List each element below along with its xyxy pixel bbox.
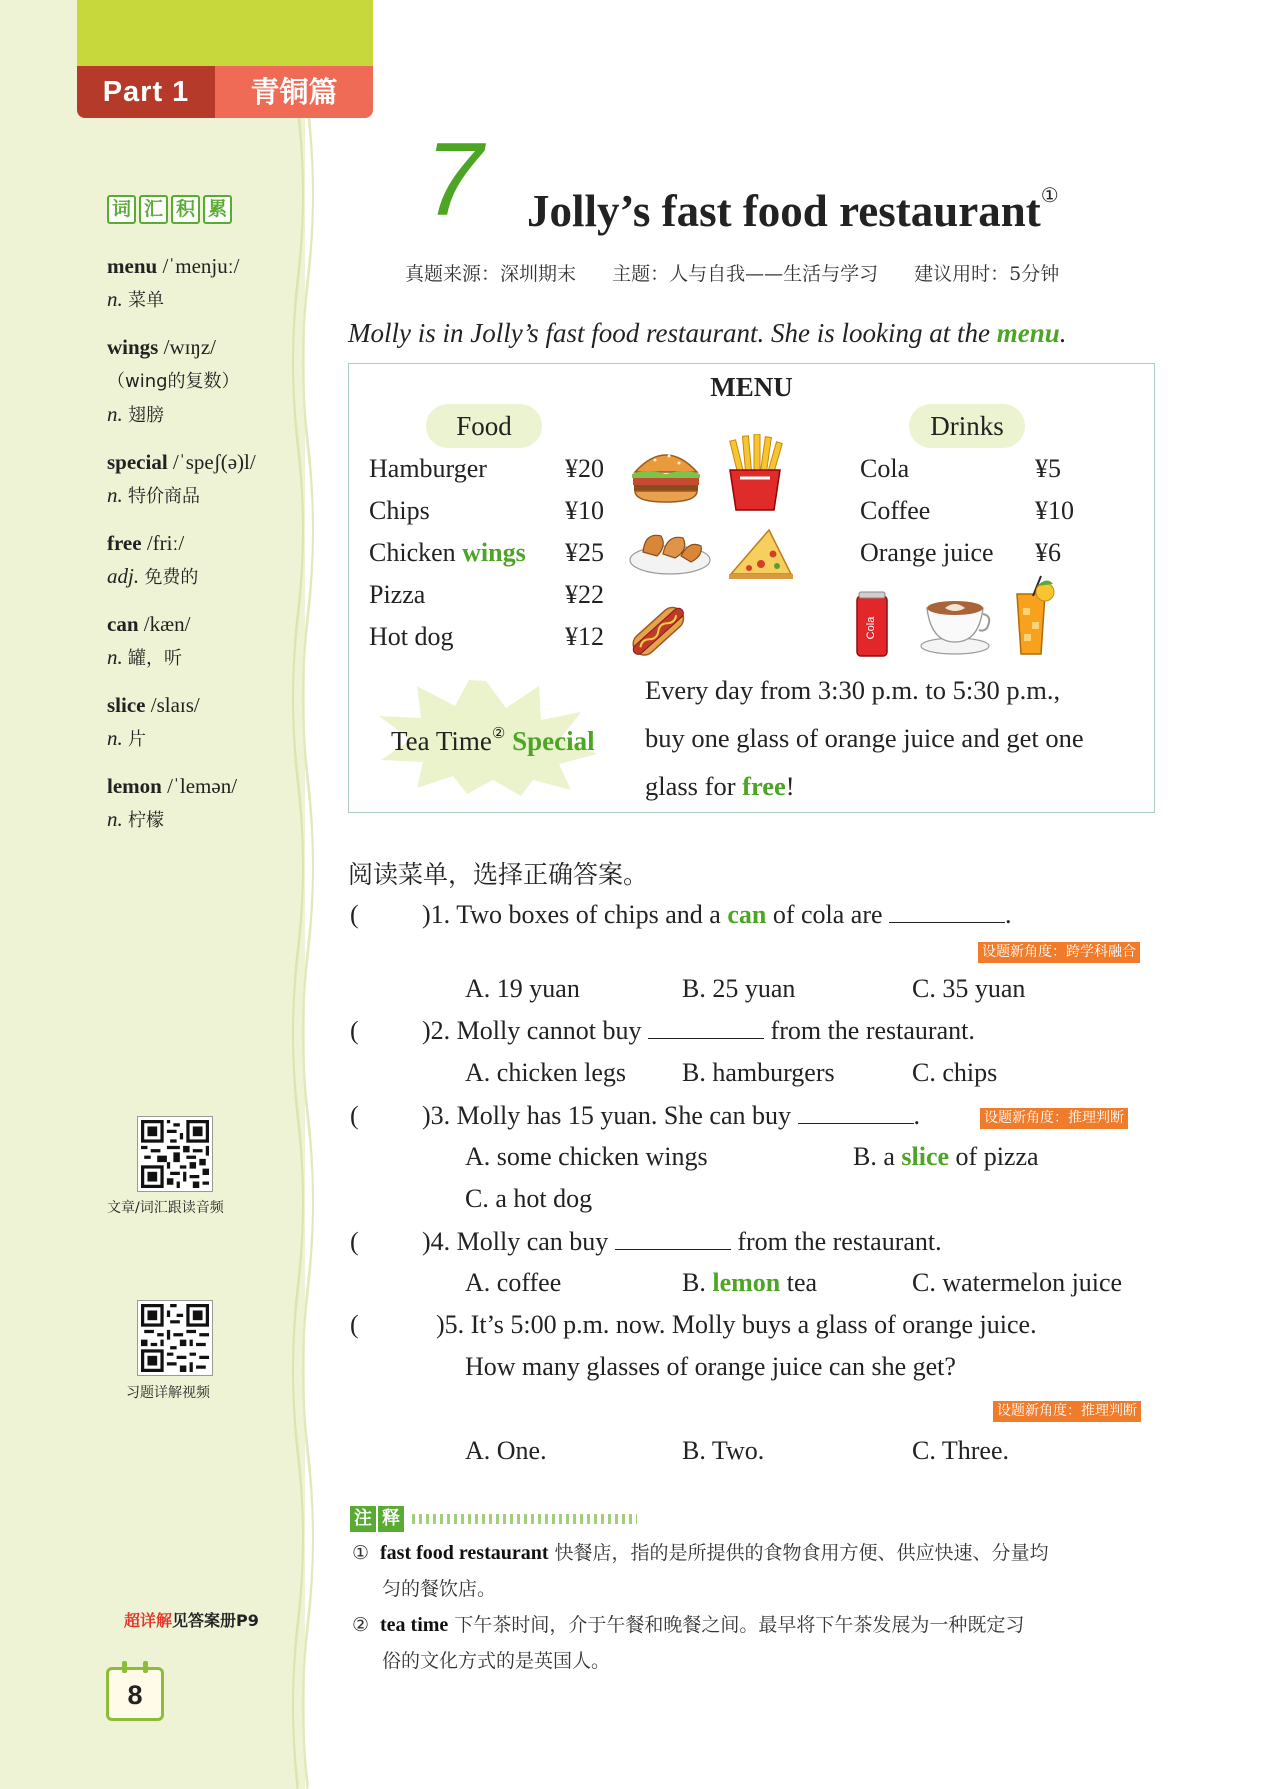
- vocab-heading-char: 汇: [139, 195, 168, 224]
- menu-item-coffee: Coffee: [860, 496, 931, 525]
- option-a[interactable]: A. coffee: [465, 1268, 562, 1297]
- note-text: 俗的文化方式的是英国人。: [382, 1650, 611, 1672]
- intro-keyword: menu: [996, 318, 1060, 348]
- drinks-label: Drinks: [909, 404, 1025, 448]
- intro-sentence: [348, 318, 1067, 349]
- qr-code-audio[interactable]: [137, 1116, 213, 1192]
- qr-caption: 习题详解视频: [126, 1385, 210, 1401]
- vocab-note: （wing的复数）: [107, 371, 240, 392]
- vocab-heading-char: 累: [203, 195, 232, 224]
- question-text: )3. Molly has 15 yuan. She can buy: [422, 1101, 792, 1130]
- pizza-slice-icon: [725, 524, 797, 580]
- meta-theme: 主题：人与自我——生活与学习: [612, 263, 879, 285]
- intro-end: .: [1059, 318, 1067, 348]
- answer-blank[interactable]: [889, 899, 1005, 923]
- question-4: [350, 1226, 942, 1257]
- menu-item-pizza: Pizza: [369, 580, 426, 609]
- vocab-pos: adj.: [107, 564, 140, 588]
- answer-bracket[interactable]: (: [350, 1016, 359, 1045]
- vocab-phonetic: /slaɪs/: [150, 693, 200, 717]
- special-desc-line: Every day from 3:30 p.m. to 5:30 p.m.,: [645, 675, 1061, 705]
- question-keyword: can: [727, 900, 767, 929]
- vocab-item-free: [107, 527, 297, 594]
- cola-can-icon: [854, 590, 890, 660]
- special-desc-line: buy one glass of orange juice and get one: [645, 723, 1084, 753]
- answer-reference-text: 见答案册P9: [172, 1611, 259, 1630]
- qr-code-video[interactable]: [137, 1300, 213, 1376]
- option-a[interactable]: A. some chicken wings: [465, 1142, 708, 1171]
- question-1: [350, 899, 1012, 930]
- vocab-item-lemon: [107, 770, 297, 837]
- question-5-line-2: How many glasses of orange juice can she get?: [465, 1352, 956, 1381]
- answer-bracket[interactable]: (: [350, 900, 359, 929]
- vocab-pos: n.: [107, 726, 123, 750]
- lesson-title: [527, 183, 1059, 237]
- vocab-list: [107, 250, 297, 851]
- qr-caption: 文章/词汇跟读音频: [107, 1200, 224, 1216]
- menu-price: ¥10: [565, 496, 604, 525]
- note-2: [352, 1607, 1157, 1679]
- menu-item-text: Chicken: [369, 538, 463, 567]
- option-b[interactable]: [682, 1268, 817, 1298]
- vocab-heading-char: 词: [107, 195, 136, 224]
- question-tag: 设题新角度：推理判断: [993, 1401, 1141, 1422]
- question-tag: 设题新角度：推理判断: [980, 1108, 1128, 1129]
- orange-juice-icon: [1007, 574, 1057, 658]
- vocab-item-menu: [107, 250, 297, 317]
- option-c[interactable]: C. 35 yuan: [912, 974, 1026, 1003]
- note-index: ②: [352, 1614, 370, 1636]
- vocab-word: slice: [107, 693, 146, 717]
- menu-item-chips: Chips: [369, 496, 430, 525]
- menu-item-keyword: wings: [462, 538, 526, 567]
- question-text: )1. Two boxes of chips and a: [422, 900, 728, 929]
- vocab-item-slice: [107, 689, 297, 756]
- menu-card: [348, 363, 1155, 813]
- tea-time-special-label: [391, 724, 595, 757]
- special-desc-end: !: [785, 771, 795, 801]
- answer-blank[interactable]: [798, 1100, 914, 1124]
- answer-blank[interactable]: [648, 1015, 764, 1039]
- vocab-phonetic: /ˈspeʃ(ə)l/: [172, 450, 256, 474]
- menu-price: ¥10: [1035, 496, 1074, 525]
- option-keyword: slice: [901, 1142, 950, 1171]
- note-text: 快餐店，指的是所提供的食物食用方便、供应快速、分量均: [548, 1542, 1049, 1564]
- chips-icon: [722, 434, 788, 512]
- footnote-mark: ②: [491, 726, 506, 742]
- cola-can-label: Cola: [865, 616, 877, 640]
- hot-dog-icon: [625, 596, 693, 668]
- meta-time: 建议用时：5分钟: [914, 263, 1060, 285]
- note-text: 下午茶时间，介于午餐和晚餐之间。最早将下午茶发展为一种既定习: [448, 1614, 1025, 1636]
- vocab-meaning: 罐，听: [128, 648, 182, 669]
- menu-item-hamburger: Hamburger: [369, 454, 487, 483]
- header-band: [77, 0, 373, 66]
- vocab-word: free: [107, 531, 142, 555]
- vocab-meaning: 片: [128, 729, 146, 750]
- menu-price: ¥6: [1035, 538, 1061, 567]
- lesson-title-text: Jolly’s fast food restaurant: [527, 186, 1041, 236]
- vocab-word: can: [107, 612, 139, 636]
- option-text: B.: [682, 1268, 713, 1297]
- note-term: tea time: [380, 1614, 449, 1636]
- hamburger-icon: [627, 444, 705, 506]
- part-label: Part 1: [77, 66, 215, 118]
- vocab-pos: n.: [107, 645, 123, 669]
- option-b[interactable]: B. 25 yuan: [682, 974, 796, 1003]
- vocab-word: wings: [107, 335, 159, 359]
- vocab-pos: n.: [107, 807, 123, 831]
- vocab-item-wings: [107, 331, 297, 432]
- vocab-meaning: 特价商品: [128, 486, 200, 507]
- qr-code-icon: [141, 1120, 209, 1188]
- note-term: fast food restaurant: [380, 1542, 549, 1564]
- menu-item-orange-juice: Orange juice: [860, 538, 994, 567]
- option-keyword: lemon: [712, 1268, 781, 1297]
- question-end: .: [1005, 900, 1012, 929]
- vocab-pos: n.: [107, 483, 123, 507]
- lesson-meta: [405, 259, 1089, 286]
- vocab-word: lemon: [107, 774, 162, 798]
- notes-divider: [412, 1514, 637, 1524]
- chicken-wings-icon: [627, 522, 713, 578]
- vocab-phonetic: /friː/: [146, 531, 185, 555]
- vocab-heading-char: 积: [171, 195, 200, 224]
- meta-source: 真题来源：深圳期末: [405, 263, 577, 285]
- vocab-meaning: 柠檬: [128, 810, 164, 831]
- part-level-label: 青铜篇: [215, 66, 373, 118]
- answer-bracket[interactable]: (: [350, 1101, 359, 1130]
- menu-price: ¥22: [565, 580, 604, 609]
- option-text: tea: [780, 1268, 818, 1297]
- option-a[interactable]: A. 19 yuan: [465, 974, 580, 1003]
- vocab-meaning: 免费的: [144, 567, 199, 588]
- special-desc-keyword: free: [742, 771, 786, 801]
- answer-reference-highlight: 超详解: [124, 1611, 173, 1630]
- question-text: )2. Molly cannot buy: [422, 1016, 642, 1045]
- answer-bracket[interactable]: (: [350, 1310, 359, 1339]
- notes-heading-char: 释: [378, 1506, 404, 1532]
- notes-heading: [350, 1506, 637, 1532]
- exercise-instruction: 阅读菜单，选择正确答案。: [348, 860, 649, 889]
- option-b[interactable]: [853, 1142, 1039, 1172]
- vocab-word: menu: [107, 254, 158, 278]
- option-a[interactable]: A. One.: [465, 1436, 547, 1465]
- lesson-number: 7: [425, 122, 483, 238]
- option-b[interactable]: B. hamburgers: [682, 1058, 835, 1087]
- menu-item-hot-dog: Hot dog: [369, 622, 454, 651]
- food-label: Food: [426, 404, 542, 448]
- question-5: [350, 1310, 1037, 1340]
- vocab-item-special: [107, 446, 297, 513]
- answer-reference: [124, 1608, 259, 1631]
- page-number: 8: [106, 1667, 164, 1721]
- vocab-pos: n.: [107, 402, 123, 426]
- answer-bracket[interactable]: (: [350, 1227, 359, 1256]
- vocab-pos: n.: [107, 287, 123, 311]
- question-text: of cola are: [766, 900, 883, 929]
- option-c[interactable]: C. watermelon juice: [912, 1268, 1123, 1297]
- special-text: Tea Time: [391, 726, 492, 756]
- option-b[interactable]: B. Two.: [682, 1436, 765, 1465]
- menu-title: MENU: [710, 372, 793, 402]
- note-text: 匀的餐饮店。: [382, 1578, 497, 1600]
- vocab-phonetic: /wɪŋz/: [163, 335, 216, 359]
- question-text: )4. Molly can buy: [422, 1227, 609, 1256]
- question-text: )5. It’s 5:00 p.m. now. Molly buys a glass of orange juice.: [436, 1310, 1037, 1339]
- tea-time-description: [645, 666, 1145, 810]
- option-c[interactable]: C. a hot dog: [465, 1184, 593, 1213]
- vocab-meaning: 翅膀: [128, 405, 164, 426]
- menu-price: ¥5: [1035, 454, 1061, 483]
- menu-price: ¥25: [565, 538, 604, 567]
- special-desc-text: glass for: [645, 771, 743, 801]
- special-keyword: Special: [512, 726, 595, 756]
- vocab-word: special: [107, 450, 168, 474]
- vocab-meaning: 菜单: [128, 290, 164, 311]
- menu-item-chicken-wings: [369, 538, 526, 568]
- footnote-mark: ①: [1040, 185, 1059, 207]
- answer-blank[interactable]: [615, 1226, 731, 1250]
- notes-heading-char: 注: [350, 1506, 376, 1532]
- note-index: ①: [352, 1542, 370, 1564]
- option-c[interactable]: C. chips: [912, 1058, 998, 1087]
- option-text: B. a: [853, 1142, 902, 1171]
- question-text: from the restaurant.: [737, 1227, 942, 1256]
- intro-text: Molly is in Jolly’s fast food restaurant. She is looking at the: [348, 318, 997, 348]
- coffee-cup-icon: [917, 590, 993, 656]
- qr-code-icon: [141, 1304, 209, 1372]
- option-a[interactable]: A. chicken legs: [465, 1058, 627, 1087]
- vocab-heading: [107, 195, 232, 224]
- menu-price: ¥20: [565, 454, 604, 483]
- question-3: [350, 1100, 920, 1131]
- special-desc-line: [645, 762, 1145, 810]
- note-1: [352, 1535, 1157, 1607]
- menu-item-cola: Cola: [860, 454, 910, 483]
- option-text: of pizza: [949, 1142, 1039, 1171]
- menu-price: ¥12: [565, 622, 604, 651]
- vocab-item-can: [107, 608, 297, 675]
- question-tag: 设题新角度：跨学科融合: [978, 942, 1140, 963]
- vocab-phonetic: /ˈmenjuː/: [162, 254, 240, 278]
- question-2: [350, 1015, 975, 1046]
- option-c[interactable]: C. Three.: [912, 1436, 1009, 1465]
- question-end: .: [913, 1101, 921, 1130]
- question-text: from the restaurant.: [770, 1016, 975, 1045]
- vocab-phonetic: /kæn/: [143, 612, 191, 636]
- vocab-phonetic: /ˈlemən/: [167, 774, 238, 798]
